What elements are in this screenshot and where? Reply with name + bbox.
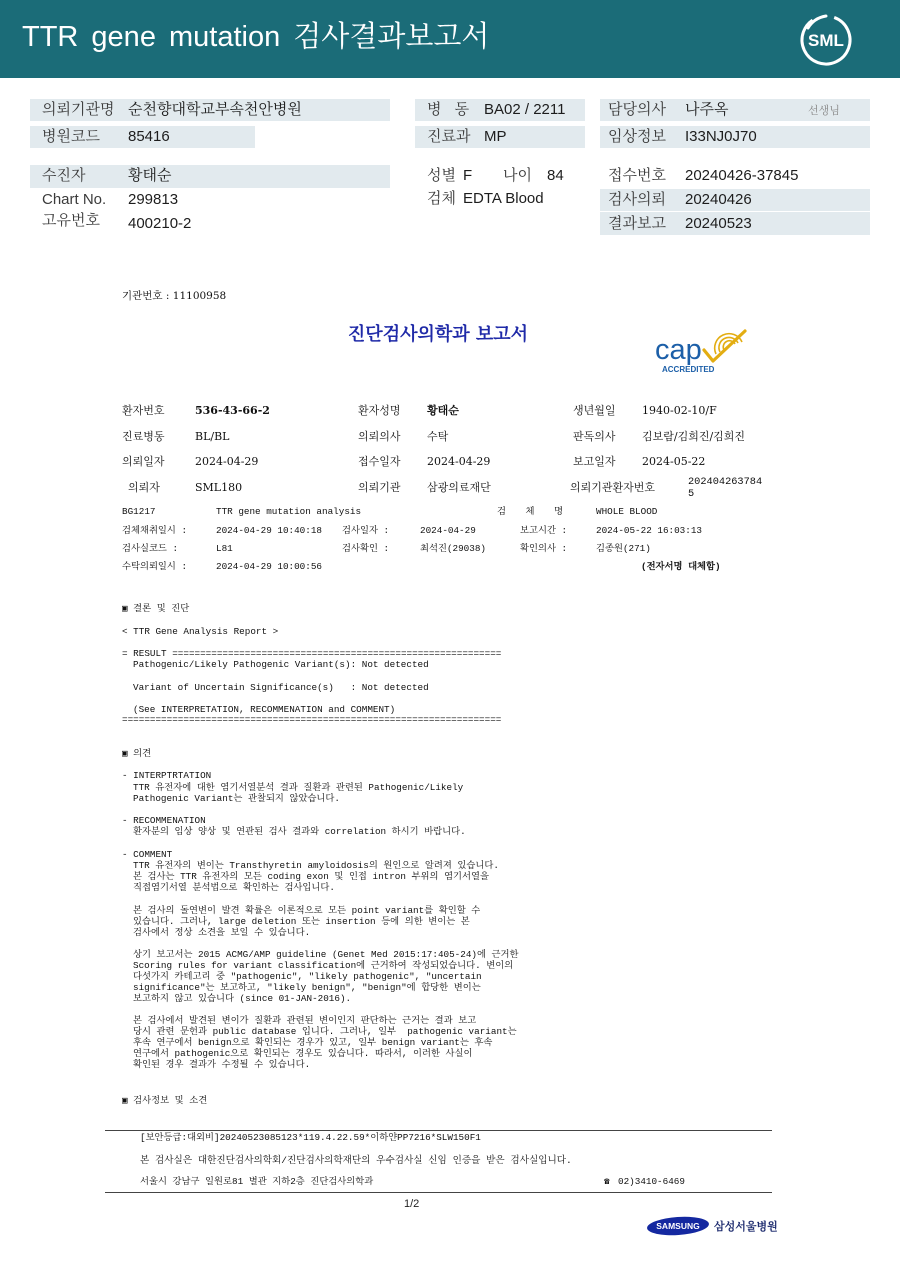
patient-no-label: 환자번호: [122, 404, 165, 417]
interpretation-label: - INTERPTRTATION: [122, 770, 212, 781]
specimen-value: EDTA Blood: [463, 190, 544, 207]
comment-line: 다섯가지 카테고리 중 "pathogenic", "likely pathogenic", "uncertain: [133, 971, 482, 982]
requesting-institution-label: 의뢰기관: [358, 481, 401, 494]
footer-rule-bottom: [105, 1192, 772, 1193]
cap-logo-sub: ACCREDITED: [662, 365, 715, 374]
confirming-doctor-value: 김종원(271): [596, 543, 651, 554]
birth-value: 1940-02-10/F: [642, 404, 717, 417]
comment-line: 본 검사의 돌연변이 발견 확률은 이론적으로 모든 point variant를 확인할 수: [133, 905, 481, 916]
result-rule-bottom: ====================================================================: [122, 714, 502, 725]
comment-line: 확인된 경우 결과가 수정될 수 있습니다.: [133, 1059, 311, 1070]
test-date-value: 2024-04-29: [420, 525, 476, 536]
request-date-label: 의뢰일자: [122, 455, 165, 468]
pathogenic-result: Pathogenic/Likely Pathogenic Variant(s): Not detected: [133, 659, 429, 670]
conclusion-heading: ▣ 결론 및 진단: [122, 603, 190, 614]
doctor-suffix: 선생님: [808, 105, 840, 117]
receipt-no-label: 접수번호: [608, 167, 666, 184]
comment-line: Scoring rules for variant classification에 근거하여 작성되었습니다. 변이의: [133, 960, 514, 971]
phone-number: 02)3410-6469: [618, 1176, 685, 1187]
reading-doctors-value: 김보람/김희진/김희진: [642, 430, 746, 443]
age-label: 나이: [503, 167, 532, 184]
analysis-report-title: < TTR Gene Analysis Report >: [122, 626, 279, 637]
hospital-name: 삼성서울병원: [714, 1220, 778, 1233]
specimen-name-value: WHOLE BLOOD: [596, 506, 658, 517]
specimen-label: 검체: [427, 190, 456, 207]
requesting-institution-value: 삼광의료재단: [427, 481, 491, 494]
requester-value: SML180: [195, 481, 243, 494]
report-date-label: 보고일자: [573, 455, 616, 468]
comment-line: 후속 연구에서 benign으로 확인되는 경우가 있고, 일부 benign variant는 후속: [133, 1037, 493, 1048]
receipt-no-value: 20240426-37845: [685, 167, 799, 184]
report-time-label: 보고시간 :: [520, 525, 568, 536]
comment-line: 연구에서 pathogenic으로 확인되는 경우도 있습니다. 따라서, 이러한 사실이: [133, 1048, 473, 1059]
recommendation-line: 환자분의 임상 양상 및 연관된 검사 결과와 correlation 하시기 바랍니다.: [133, 826, 466, 837]
department-report-title: 진단검사의학과 보고서: [347, 324, 529, 345]
ward-code-label: 진료병동: [122, 430, 165, 443]
test-request-label: 검사의뢰: [608, 191, 666, 208]
comment-line: 있습니다. 그러나, large deletion 또는 insertion 등에 의한 변이는 본: [133, 916, 470, 927]
doctor-label: 담당의사: [608, 101, 666, 118]
consign-time-value: 2024-04-29 10:00:56: [216, 561, 323, 572]
report-time-value: 2024-05-22 16:03:13: [596, 525, 703, 536]
patient-name-value: 황태순: [427, 404, 459, 417]
sex-value: F: [463, 167, 473, 184]
patient-value: 황태순: [128, 167, 172, 184]
doctor-value: 나주옥: [685, 101, 729, 118]
requesting-doctor-value: 수탁: [427, 430, 449, 443]
comment-line: 직접염기서열 분석법으로 확인하는 검사입니다.: [133, 882, 335, 893]
verified-by-value: 최석진(29038): [420, 543, 486, 554]
department-value: MP: [484, 128, 507, 145]
sex-label: 성별: [427, 167, 456, 184]
ward-value: BA02 / 2211: [484, 101, 566, 118]
comment-line: 본 검사는 TTR 유전자의 모든 coding exon 및 인접 intron 부위의 염기서열을: [133, 871, 489, 882]
report-date-value: 2024-05-22: [642, 455, 706, 468]
institution-label: 의뢰기관명: [42, 101, 115, 118]
lab-code-label: 검사실코드 :: [122, 543, 179, 554]
specimen-name-label: 검 체 명: [497, 506, 564, 517]
comment-line: 보고하지 않고 있습니다 (since 01-JAN-2016).: [133, 993, 352, 1004]
chart-no-label: Chart No.: [42, 191, 107, 208]
patient-name-label: 환자성명: [358, 404, 401, 417]
unique-no-value: 400210-2: [128, 215, 192, 232]
test-code: BG1217: [122, 506, 156, 517]
comment-line: 당시 관련 문헌과 public database 입니다. 그러나, 일부 pathogenic variant는: [133, 1026, 517, 1037]
result-rule-top: = RESULT ===========================================================: [122, 648, 502, 659]
clinical-info-value: I33NJ0J70: [685, 128, 757, 145]
institution-patient-no-label: 의뢰기관환자번호: [570, 481, 656, 494]
test-request-value: 20240426: [685, 191, 752, 208]
patient-label: 수진자: [42, 167, 86, 184]
interpretation-line: Pathogenic Variant는 관찰되지 않았습니다.: [133, 793, 340, 804]
institution-value: 순천향대학교부속천안병원: [128, 101, 302, 118]
comment-line: 검사에서 정상 소견을 보일 수 있습니다.: [133, 927, 311, 938]
interpretation-line: TTR 유전자에 대한 염기서열분석 결과 질환과 관련된 Pathogenic/Likely: [133, 782, 464, 793]
samsung-hospital-logo: [646, 1212, 782, 1240]
security-line: [보안등급:대외비]20240523085123*119.4.22.59*이하얀PP7216*SLW150F1: [140, 1132, 481, 1143]
collection-time-value: 2024-04-29 10:40:18: [216, 525, 323, 536]
age-value: 84: [547, 167, 564, 184]
report-title: TTR gene mutation 검사결과보고서: [22, 21, 490, 53]
chart-no-value: 299813: [128, 191, 179, 208]
requester-label: 의뢰자: [128, 481, 160, 494]
cap-accredited-logo: [650, 328, 750, 376]
lab-code-value: L81: [216, 543, 233, 554]
result-report-value: 20240523: [685, 215, 752, 232]
reading-doctors-label: 판독의사: [573, 430, 616, 443]
cap-logo-mark: cap: [655, 334, 702, 366]
comment-line: 본 검사에서 발견된 변이가 질환과 관련된 변이인지 판단하는 근거는 결과 보고: [133, 1015, 477, 1026]
sml-logo-text: SML: [808, 31, 844, 50]
request-date-value: 2024-04-29: [195, 455, 259, 468]
unique-no-label: 고유번호: [42, 212, 100, 229]
comment-line: TTR 유전자의 변이는 Transthyretin amyloidosis의 원인으로 알려져 있습니다.: [133, 860, 499, 871]
accreditation-line: 본 검사실은 대한진단검사의학회/진단검사의학재단의 우수검사실 신임 인증을 받은 검사실입니다.: [140, 1155, 572, 1166]
patient-no-value: 536-43-66-2: [195, 404, 270, 417]
vus-result: Variant of Uncertain Significance(s) : Not detected: [133, 682, 429, 693]
hospital-code-value: 85416: [128, 128, 170, 145]
hospital-code-label: 병원코드: [42, 128, 100, 145]
verified-by-label: 검사확인 :: [342, 543, 390, 554]
receipt-date-value: 2024-04-29: [427, 455, 491, 468]
consign-time-label: 수탁의뢰일시 :: [122, 561, 188, 572]
result-report-label: 결과보고: [608, 215, 666, 232]
footer-rule-top: [105, 1130, 772, 1131]
confirming-doctor-label: 확인의사 :: [520, 543, 568, 554]
opinion-heading: ▣ 의견: [122, 748, 152, 759]
phone-icon: [604, 1176, 610, 1187]
institution-number: 기관번호 : 11100958: [122, 290, 227, 302]
see-also-note: (See INTERPRETATION, RECOMMENATION and COMMENT): [133, 704, 396, 715]
receipt-date-label: 접수일자: [358, 455, 401, 468]
institution-patient-no-value: 2024042637845: [688, 476, 763, 500]
department-label: 진료과: [427, 128, 471, 145]
comment-label: - COMMENT: [122, 849, 173, 860]
clinical-info-label: 임상정보: [608, 128, 666, 145]
sml-logo: [796, 10, 856, 70]
comment-line: significance"는 보고하고, "likely benign", "benign"에 합당한 변이는: [133, 982, 481, 993]
ward-code-value: BL/BL: [195, 430, 230, 443]
address-line: 서울시 강남구 일원로81 별관 지하2층 진단검사의학과: [140, 1176, 374, 1187]
collection-time-label: 검체채취일시 :: [122, 525, 188, 536]
ward-label: 병 동: [427, 101, 470, 118]
page-number: 1/2: [404, 1198, 420, 1210]
esign-note: (전자서명 대체함): [641, 561, 721, 572]
comment-line: 상기 보고서는 2015 ACMG/AMP guideline (Genet Med 2015:17:405-24)에 근거한: [133, 949, 519, 960]
requesting-doctor-label: 의뢰의사: [358, 430, 401, 443]
samsung-logo-mark: SAMSUNG: [656, 1221, 700, 1231]
birth-label: 생년월일: [573, 404, 616, 417]
test-info-heading: ▣ 검사정보 및 소견: [122, 1095, 208, 1106]
test-date-label: 검사일자 :: [342, 525, 390, 536]
test-name: TTR gene mutation analysis: [216, 506, 362, 517]
recommendation-label: - RECOMMENATION: [122, 815, 206, 826]
